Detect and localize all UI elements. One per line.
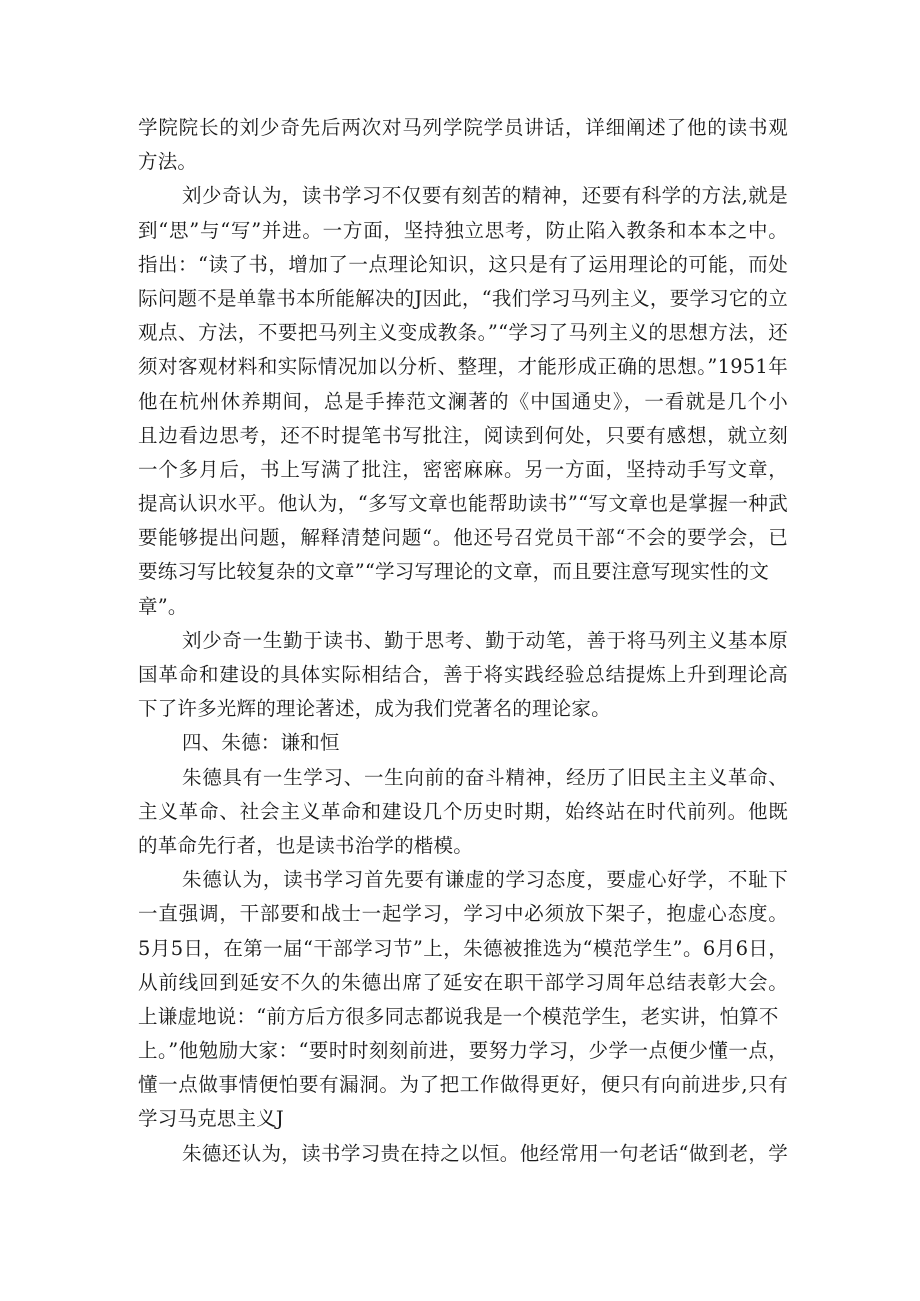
text-line: 要能够提出问题，解释清楚问题“。他还号召党员干部“不会的要学会，已 bbox=[138, 526, 788, 550]
text-line: 的革命先行者，也是读书治学的楷模。 bbox=[138, 833, 473, 857]
text-line: 刘少奇认为，读书学习不仅要有刻苦的精神，还要有科学的方法,就是 bbox=[182, 184, 788, 208]
text-line: 提高认识水平。他认为，“多写文章也能帮助读书”“写文章也是掌握一种武 bbox=[138, 492, 788, 516]
text-line: 指出：“读了书，增加了一点理论知识，这只是有了运用理论的可能，而处 bbox=[138, 252, 788, 276]
text-line: 朱德具有一生学习、一生向前的奋斗精神，经历了旧民主主义革命、 bbox=[182, 765, 788, 789]
text-line: 上谦虚地说：“前方后方很多同志都说我是一个模范学生，老实讲，怕算不 bbox=[138, 1004, 779, 1028]
text-line: 朱德认为，读书学习首先要有谦虚的学习态度，要虚心好学，不耻下 bbox=[182, 868, 788, 892]
text-line: 他在杭州休养期间，总是手捧范文澜著的《中国通史》，一看就是几个小 bbox=[138, 389, 788, 413]
text-line: 主义革命、社会主义革命和建设几个历史时期，始终站在时代前列。他既 bbox=[138, 799, 788, 823]
text-line: 一个多月后，书上写满了批注，密密麻麻。另一方面，坚持动手写文章， bbox=[138, 457, 788, 481]
text-line: 须对客观材料和实际情况加以分析、整理，才能形成正确的思想。”1951年 bbox=[138, 355, 788, 379]
text-line: 5月5日，在第一届“干部学习节”上，朱德被推选为“模范学生”。6月6日， bbox=[138, 936, 788, 960]
text-line: 懂一点做事情便怕要有漏洞。为了把工作做得更好，便只有向前进步,只有 bbox=[138, 1073, 788, 1097]
text-line: 学院院长的刘少奇先后两次对马列学院学员讲话，详细阐述了他的读书观 bbox=[138, 116, 788, 139]
text-line: 到“思”与“写”并进。一方面，坚持独立思考，防止陷入教条和本本之中。 bbox=[138, 218, 788, 242]
text-line: 刘少奇一生勤于读书、勤于思考、勤于动笔，善于将马列主义基本原 bbox=[182, 628, 788, 652]
text-line: 且边看边思考，还不时提笔书写批注，阅读到何处，只要有感想，就立刻 bbox=[138, 423, 788, 447]
text-line: 章”。 bbox=[138, 594, 188, 618]
text-line: 一直强调，干部要和战士一起学习，学习中必须放下架子，抱虚心态度。 bbox=[138, 902, 788, 926]
text-line: 观点、方法，不要把马列主义变成教条。”“学习了马列主义的思想方法，还 bbox=[138, 321, 788, 345]
text-line: 学习马克思主义J bbox=[138, 1107, 284, 1131]
text-line: 朱德还认为，读书学习贵在持之以恒。他经常用一句老话“做到老，学 bbox=[182, 1141, 788, 1165]
text-line: 际问题不是单靠书本所能解决的J因此，“我们学习马列主义，要学习它的立 bbox=[138, 286, 788, 310]
text-line: 要练习写比较复杂的文章”“学习写理论的文章，而且要注意写现实性的文 bbox=[138, 560, 770, 584]
text-line: 四、朱德：谦和恒 bbox=[182, 731, 340, 755]
text-line: 上。”他勉励大家：“要时时刻刻前进，要努力学习，少学一点便少懂一点， bbox=[138, 1039, 788, 1063]
text-line: 下了许多光辉的理论著述，成为我们党著名的理论家。 bbox=[138, 697, 611, 721]
text-line: 方法。 bbox=[138, 150, 198, 174]
text-line: 从前线回到延安不久的朱德出席了延安在职干部学习周年总结表彰大会。 bbox=[138, 970, 788, 994]
text-line: 国革命和建设的具体实际相结合，善于将实践经验总结提炼上升到理论高 bbox=[138, 663, 788, 686]
document-body bbox=[138, 111, 788, 1171]
